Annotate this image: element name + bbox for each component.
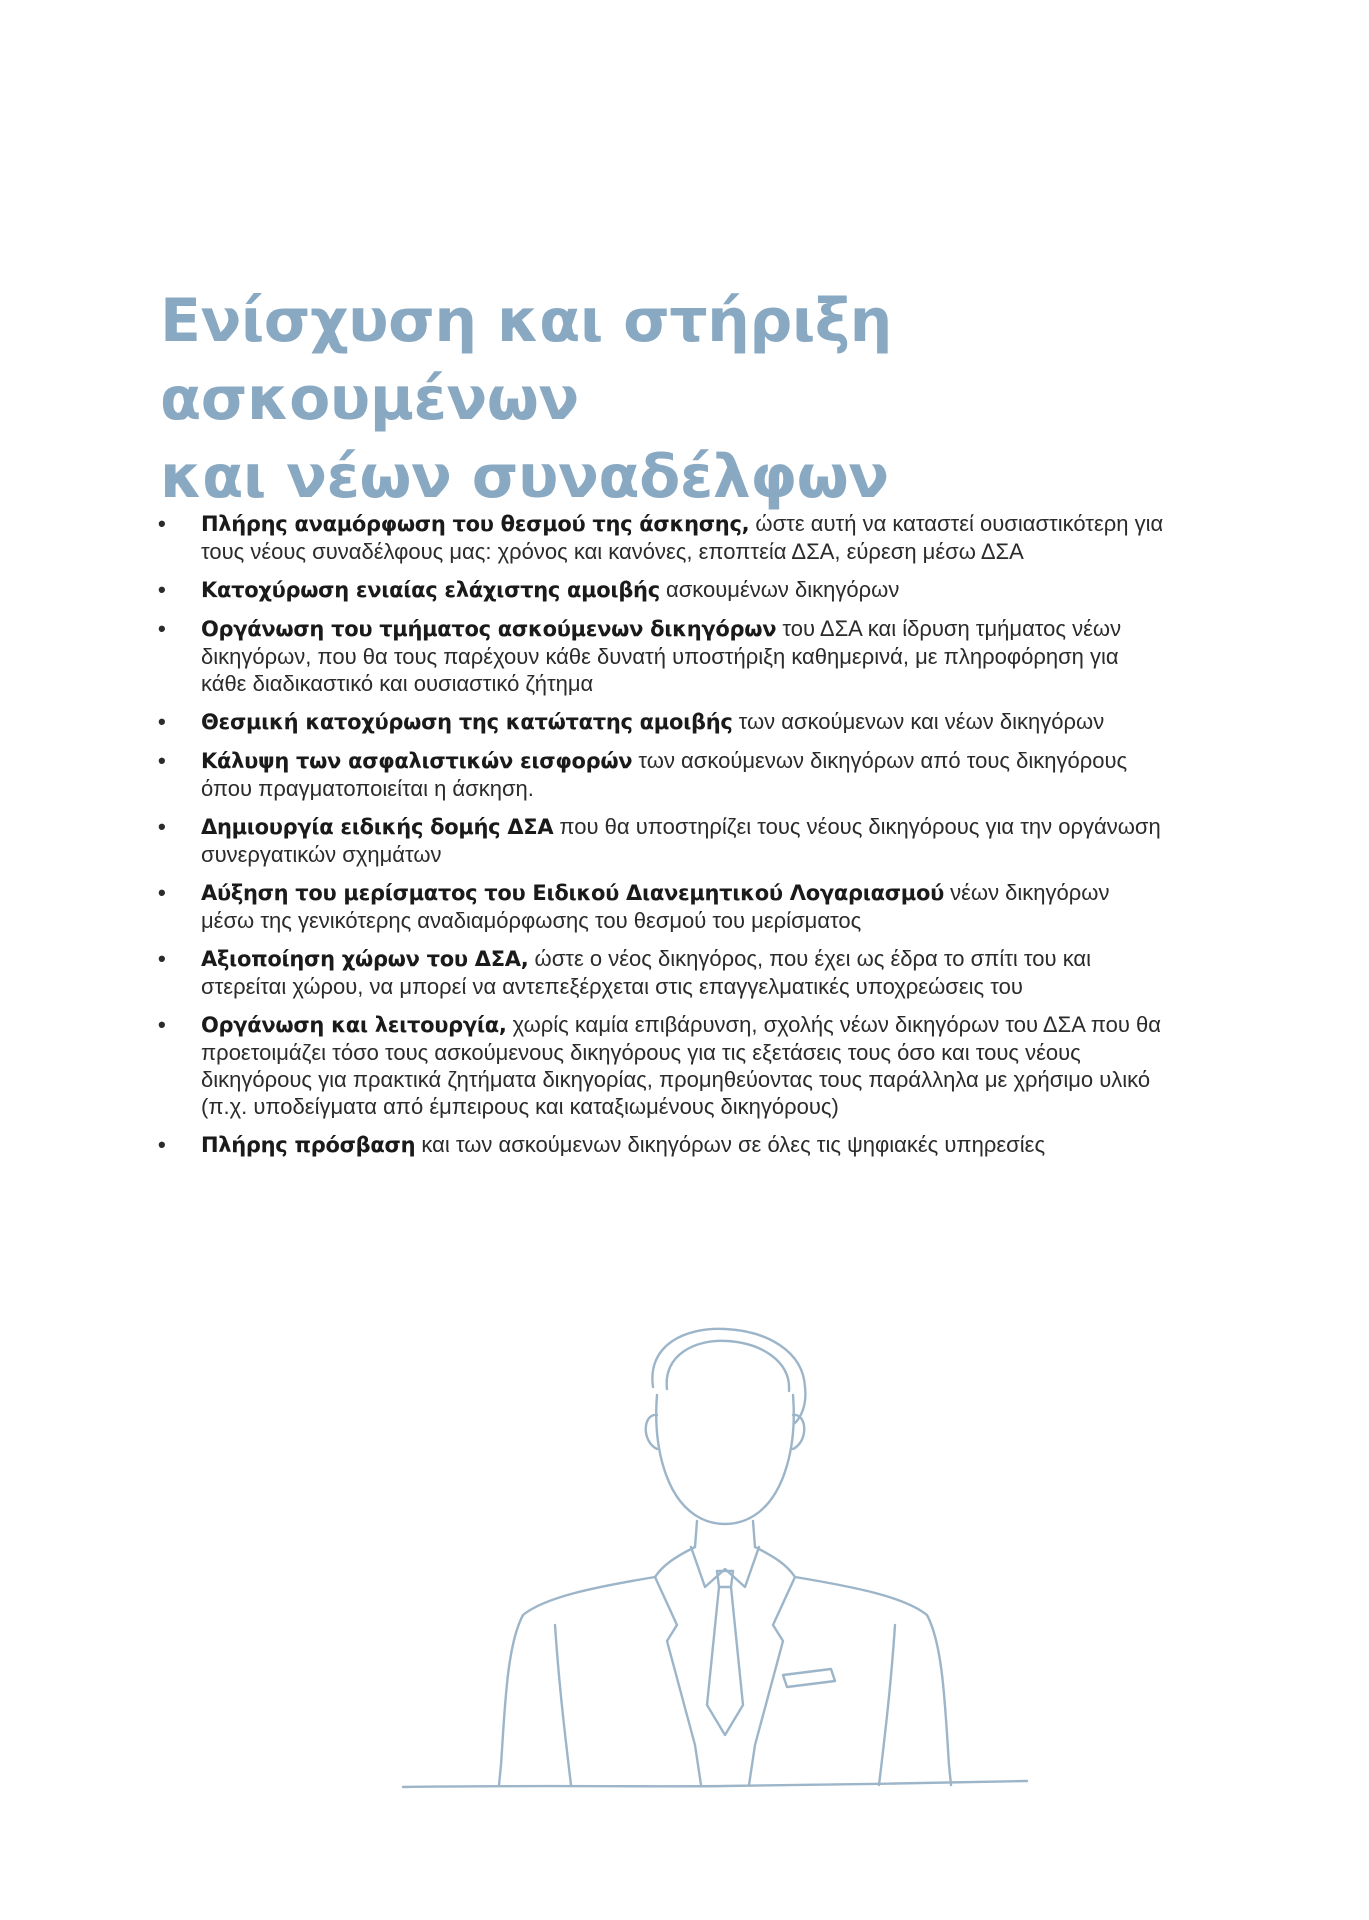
item-text: χωρίς καμία επιβάρυνση, σχολής νέων δικηγόρων του ΔΣΑ που θα προετοιμάζει τόσο τους ασκούμενους δικηγόρους για τις εξετάσεις τους όσο και τους νέους δικηγόρους για πρακτικά ζητήματα δικηγορίας, προμηθεύοντας τους παράλληλα με χρήσιμο υλικό (π.χ. υποδείγματα από έμπειρους και καταξιωμένους δικηγόρους) [201,1012,1161,1119]
bullet-glyph: • [158,946,166,971]
bullet-glyph: • [158,616,166,641]
hair-outline [652,1329,805,1423]
bullet-glyph: • [158,511,166,536]
list-item [158,615,1168,697]
list-item [158,945,1168,1000]
bullet-glyph: • [158,1132,166,1157]
item-text: των ασκούμενων και νέων δικηγόρων [732,709,1105,734]
page-title [160,282,1320,516]
page-title-line-2: και νέων συναδέλφων [160,442,889,512]
hair-inner-line [667,1341,789,1391]
left-arm-inner [555,1625,571,1785]
item-text: και των ασκούμενων δικηγόρων σε όλες τις ψηφιακές υπηρεσίες [415,1132,1046,1157]
item-heading: Κατοχύρωση ενιαίας ελάχιστης αμοιβής [201,578,660,602]
face-outline [656,1395,793,1524]
list-item [158,747,1168,802]
item-heading: Δημιουργία ειδικής δομής ΔΣΑ [201,815,554,839]
item-text: που θα υποστηρίζει τους νέους δικηγόρους για την οργάνωση συνεργατικών σχημάτων [201,814,1161,867]
item-text: ώστε ο νέος δικηγόρος, που έχει ως έδρα το σπίτι του και στερείται χώρου, να μπορεί να αντεπεξέρχεται στις επαγγελματικές υποχρεώσεις του [201,946,1092,999]
list-item [158,1131,1168,1159]
item-text: ώστε αυτή να καταστεί ουσιαστικότερη για τους νέους συναδέλφους μας: χρόνος και κανόνες, εποπτεία ΔΣΑ, εύρεση μέσω ΔΣΑ [201,511,1164,564]
list-item [158,813,1168,868]
pocket-square [783,1669,835,1687]
list-item [158,576,1168,604]
bullet-glyph: • [158,577,166,602]
item-text: νέων δικηγόρων μέσω της γενικότερης αναδιαμόρφωσης του θεσμού του μερίσματος [201,880,1110,933]
item-heading: Αξιοποίηση χώρων του ΔΣΑ, [201,947,529,971]
desk-line [403,1781,1027,1787]
tie [707,1587,743,1735]
item-heading: Θεσμική κατοχύρωση της κατώτατης αμοιβής [201,710,733,734]
right-shoulder [795,1577,951,1785]
page-title-line-1: Ενίσχυση και στήριξη ασκουμένων [160,286,892,434]
item-text: ασκουμένων δικηγόρων [659,577,900,602]
bullet-glyph: • [158,814,166,839]
left-lapel [655,1547,701,1785]
item-heading: Κάλυψη των ασφαλιστικών εισφορών [201,749,633,773]
left-shoulder [499,1577,655,1785]
bullet-glyph: • [158,748,166,773]
item-text: των ασκούμενων δικηγόρων από τους δικηγόρους όπου πραγματοποιείται η άσκηση. [201,748,1128,801]
list-item [158,879,1168,934]
right-arm-inner [879,1625,895,1785]
list-item [158,510,1168,565]
lawyer-line-art-illustration [395,1325,1035,1800]
right-lapel [749,1547,795,1785]
proposal-list [158,510,1168,1170]
item-heading: Οργάνωση και λειτουργία, [201,1013,507,1037]
bullet-glyph: • [158,880,166,905]
item-heading: Οργάνωση του τμήματος ασκούμενων δικηγόρων [201,617,777,641]
bullet-glyph: • [158,1012,166,1037]
shirt-collar [691,1547,759,1587]
bullet-glyph: • [158,709,166,734]
item-text: του ΔΣΑ και ίδρυση τμήματος νέων δικηγόρων, που θα τους παρέχουν κάθε δυνατή υποστήριξη καθημερινά, με πληροφόρηση για κάθε διαδικαστικό και ουσιαστικό ζήτημα [201,616,1122,696]
list-item [158,708,1168,736]
list-item [158,1011,1168,1120]
item-heading: Πλήρης πρόσβαση [201,1133,416,1157]
item-heading: Αύξηση του μερίσματος του Ειδικού Διανεμητικού Λογαριασμού [201,881,944,905]
item-heading: Πλήρης αναμόρφωση του θεσμού της άσκησης, [201,512,750,536]
